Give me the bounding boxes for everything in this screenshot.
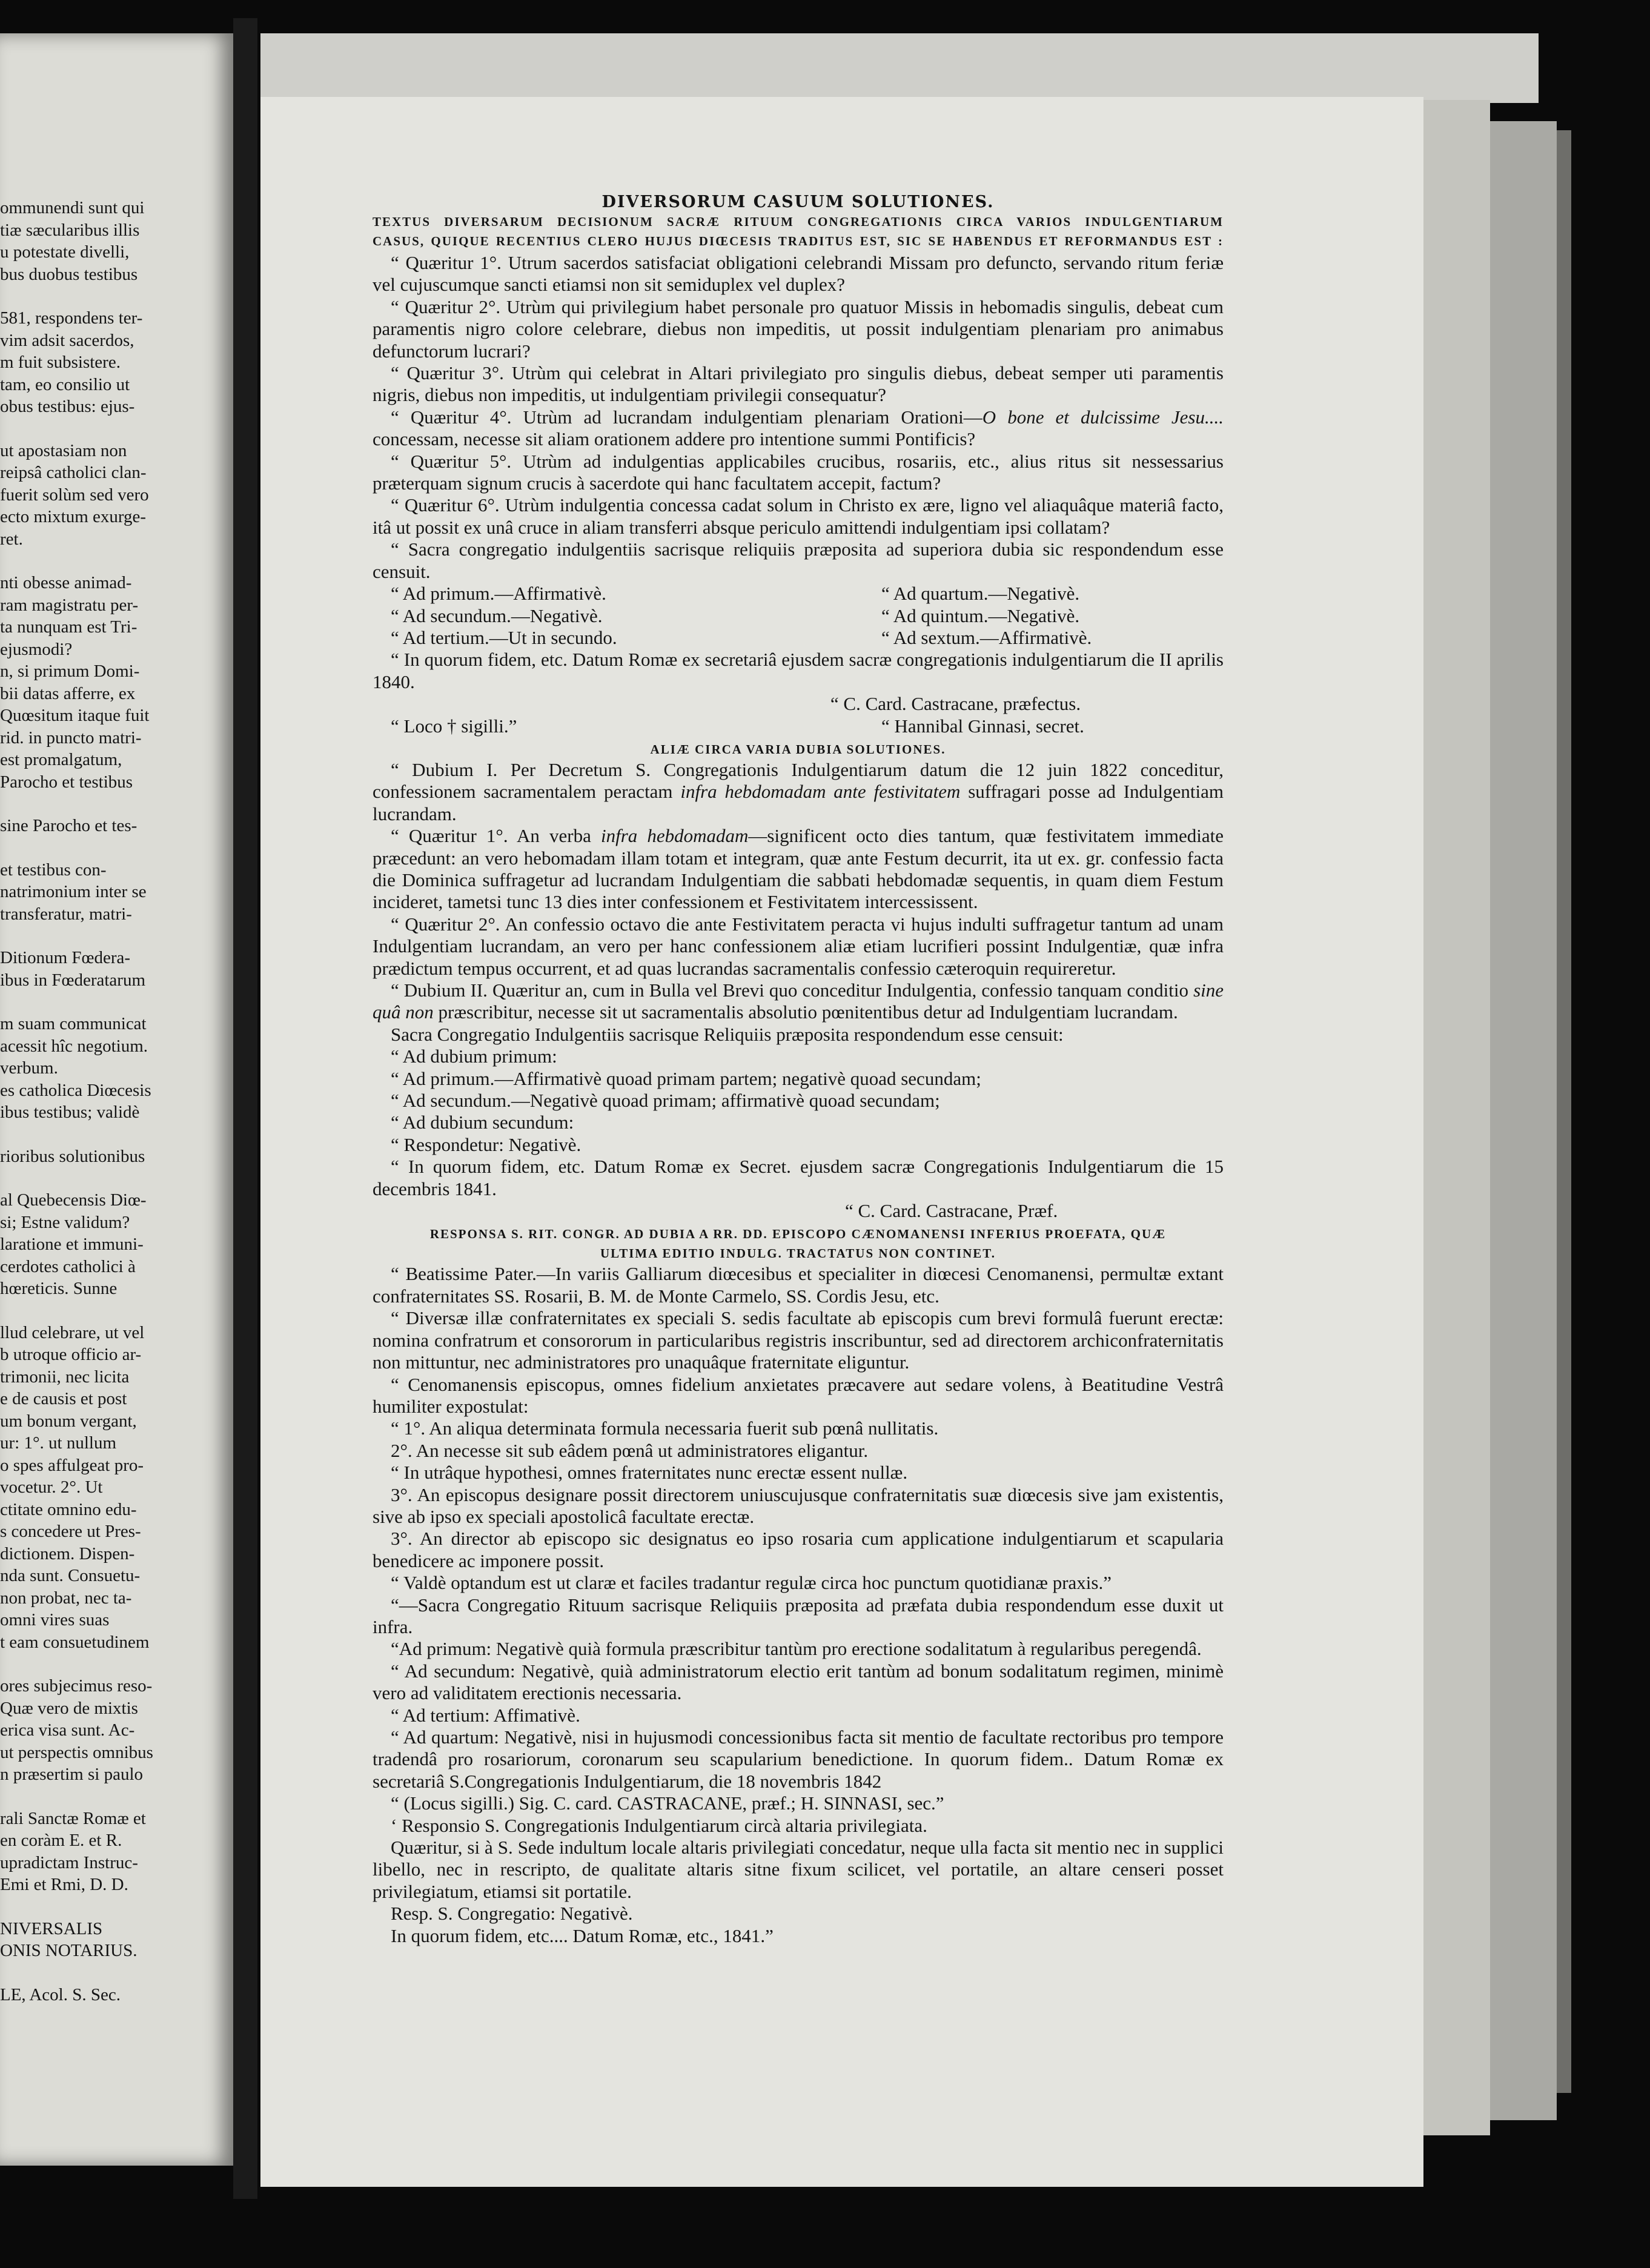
left-page-line — [0, 418, 233, 440]
paragraph: “ Beatissime Pater.—In variis Galliarum diœcesibus et specialiter in diœcesi Cenomanensi, permultæ extant confraternitates SS. Rosarii, B. M. de Monte Carmelo, SS. Cordis Jesu, etc. — [373, 1263, 1224, 1307]
paragraph: “ Quæritur 5°. Utrùm ad indulgentias applicabiles crucibus, rosariis, etc., alius ritus sit nessessarius præterquam signum crucis à sacerdote qui hanc facultatem accepit, factum? — [373, 450, 1224, 494]
left-page-line: ram magistratu per- — [0, 595, 139, 615]
paragraph: “—Sacra Congregatio Rituum sacrisque Reliquiis præposita ad præfata dubia respondendum esse duxit ut infra. — [373, 1594, 1224, 1637]
paragraph: “ In quorum fidem, etc. Datum Romæ ex secretariâ ejusdem sacræ congregationis indulgentiarum die II aprilis 1840. — [373, 649, 1224, 692]
left-page-line: transferatur, matri- — [0, 904, 132, 924]
left-page-line — [0, 1124, 233, 1146]
left-page-line: erica visa sunt. Ac- — [0, 1720, 135, 1740]
left-page-line: bii datas afferre, ex — [0, 683, 136, 703]
paragraph: “ Cenomanensis episcopus, omnes fidelium anxietates præcavere aut sedare volens, à Beatitudine Vestrâ humiliter expostulat: — [373, 1373, 1224, 1417]
left-page-line: est promalgatum, — [0, 750, 122, 769]
left-page-line: upradictam Instruc- — [0, 1852, 138, 1872]
left-page-line: ONIS NOTARIUS. — [0, 1941, 138, 1960]
left-page-line: s concedere ut Pres- — [0, 1522, 141, 1541]
signature: “ Hannibal Ginnasi, secret. — [881, 715, 1084, 737]
text-span: “ Quæritur 4°. Utrùm ad lucrandam indulgentiam plenariam Orationi— — [391, 406, 982, 428]
left-page-line: rid. in puncto matri- — [0, 728, 142, 748]
left-page-line: n præsertim si paulo — [0, 1765, 144, 1784]
paragraph: “ Quæritur 1°. Utrum sacerdos satisfaciat obligationi celebrandi Missam pro defuncto, servando ritum feriæ vel cujuscumque sancti etiamsi non sit semiduplex vel duplex? — [373, 252, 1224, 296]
section-heading: ALIÆ CIRCA VARIA DUBIA SOLUTIONES. — [650, 741, 946, 757]
left-page-line: laratione et immuni- — [0, 1235, 144, 1254]
left-page-line: t eam consuetudinem — [0, 1632, 150, 1652]
paragraph: 3°. An episcopus designare possit directorem uniuscujusque confraternitatis suæ diœcesis sive jam existentis, sive ab ipso ex speciali apostolicâ facultate erectæ. — [373, 1484, 1224, 1527]
left-page-line — [0, 837, 233, 859]
left-page-line: Parocho et testibus — [0, 772, 133, 792]
left-page-line: ctitate omnino edu- — [0, 1499, 137, 1519]
paragraph: “ Quæritur 2°. An confessio octavo die ante Festivitatem peracta vi hujus indulti suffragetur tantum ad unam Indulgentiam lucrandam, an vero per hanc confessionem aliæ etiam lucrifieri possint Indulgentiæ, quæ infra prædictum tempus occurrent, et ad quas lucrandas sacramentalis confessio cæteroquin requireretur. — [373, 913, 1224, 979]
answers-row — [373, 627, 1224, 649]
paragraph: “ Ad quartum: Negativè, nisi in hujusmodi concessionibus facta sit mentio de facultate rectoribus pro tempore tradendâ pro rosariorum, coronarum seu scapularium benedictione. In quorum fidem.. Datum Romæ ex secretariâ S.Congregationis Indulgentiarum, die 18 novembris 1842 — [373, 1726, 1224, 1792]
text-span: “ Dubium II. Quæritur an, cum in Bulla vel Brevi quo conceditur Indulgentia, confessio tanquam conditio — [391, 980, 1194, 1001]
seal-note: “ Loco † sigilli.” — [391, 715, 517, 737]
italic-span: infra hebdomadam — [600, 825, 749, 847]
left-page-line: 581, respondens ter- — [0, 308, 143, 328]
left-page-line: acessit hîc negotium. — [0, 1036, 148, 1056]
paragraph: “Ad primum: Negativè quià formula præscribitur tantùm pro erectione sodalitatum à regularibus peregendâ. — [391, 1638, 1202, 1660]
left-page-line: Ditionum Fœdera- — [0, 948, 131, 967]
answer: “ Ad primum.—Affirmativè. — [391, 583, 606, 605]
answer: “ Ad secundum.—Negativè quoad primam; affirmativè quoad secundam; — [391, 1090, 940, 1112]
left-page-line: nda sunt. Consuetu- — [0, 1566, 141, 1585]
left-page-line: tiæ sæcularibus illis — [0, 220, 140, 240]
left-page-line: e de causis et post — [0, 1389, 127, 1408]
left-page-line: cerdotes catholici à — [0, 1256, 136, 1276]
answer: “ Ad dubium secundum: — [391, 1112, 574, 1133]
left-page-line: tam, eo consilio ut — [0, 374, 130, 394]
book-gutter — [233, 18, 257, 2199]
left-page-line: omni vires suas — [0, 1610, 110, 1630]
main-page-content — [373, 193, 1224, 1947]
left-page-line: fuerit solùm sed vero — [0, 485, 149, 505]
left-page-line: trimonii, nec licita — [0, 1367, 130, 1387]
left-page-line: ibus in Fœderatarum — [0, 970, 146, 990]
left-page-line — [0, 991, 233, 1013]
left-page-line: ta nunquam est Tri- — [0, 617, 138, 637]
left-page-line: en coràm E. et R. — [0, 1831, 122, 1850]
left-page-line: natrimonium inter se — [0, 882, 147, 901]
page-edge — [1557, 130, 1571, 2093]
left-page-line — [0, 1300, 233, 1322]
left-page-line: o spes affulgeat pro- — [0, 1455, 144, 1475]
paragraph: “ Diversæ illæ confraternitates ex speciali S. sedis facultate ab episcopis cum brevi formulâ fuerunt erectæ: nomina confratrum et consororum in particularibus registris inscribuntur, sed ad directorem archiconfraternitatis non mittuntur, nec administratores pro unaquâque fraternitate eliguntur. — [373, 1307, 1224, 1373]
paragraph: “ Quæritur 2°. Utrùm qui privilegium habet personale pro quatuor Missis in hebomadis singulis, debeat cum paramentis nigro colore celebrare, diebus non impeditis, ut possit indulgentiam plenariam pro animabus defunctorum lucrari? — [373, 296, 1224, 362]
left-page-line: bus duobus testibus — [0, 264, 138, 284]
left-page-line: ret. — [0, 529, 23, 549]
left-page-line: b utroque officio ar- — [0, 1345, 142, 1364]
italic-span: sine quâ non — [373, 980, 1224, 1023]
signature: “ C. Card. Castracane, Præf. — [845, 1200, 1058, 1222]
left-page-line: non probat, nec ta- — [0, 1588, 132, 1608]
page-edge — [1417, 100, 1490, 2135]
left-page-line: um bonum vergant, — [0, 1411, 137, 1431]
answer: “ Respondetur: Negativè. — [391, 1133, 581, 1155]
answers-row — [373, 583, 1224, 605]
left-page-line: ut perspectis omnibus — [0, 1742, 153, 1762]
left-page-line: u potestate divelli, — [0, 242, 130, 262]
section-heading: TEXTUS DIVERSARUM DECISIONUM SACRÆ RITUUM CONGREGATIONIS CIRCA VARIOS INDULGENTIARUM — [373, 214, 1224, 229]
left-page-line: si; Estne validum? — [0, 1212, 130, 1232]
left-page-line — [0, 1167, 233, 1189]
paragraph: “ Ad tertium: Affimativè. — [391, 1704, 580, 1726]
paragraph: “ Quæritur 6°. Utrùm indulgentia concessa cadat solum in Christo ex ære, ligno vel aliaquâque materiâ facto, itâ ut possit ex unâ cruce in aliam transferri absque periculo amittendi indulgentiam ipsi collatam? — [373, 494, 1224, 538]
text-span: suffragari posse ad Indulgentiam lucrandam. — [373, 781, 1224, 824]
left-page-line: et testibus con- — [0, 860, 107, 880]
paragraph: “ Ad secundum: Negativè, quià administratorum electio erit tantùm ad bonum sodalitatum regimen, minimè vero ad validitatem erectionis necessaria. — [373, 1660, 1224, 1704]
left-page-line: n, si primum Domi- — [0, 662, 140, 681]
answers-row — [373, 605, 1224, 627]
left-page-line: sine Parocho et tes- — [0, 816, 138, 835]
answer: “ Ad quartum.—Negativè. — [881, 583, 1080, 605]
text-span: præscribitur, necesse sit ut sacramentalis absolutio pœnitentibus detur ad Indulgentiam lucrandam. — [433, 1001, 1178, 1023]
left-page-line: vim adsit sacerdos, — [0, 330, 134, 350]
left-page-line — [0, 1786, 233, 1808]
answer: “ Ad tertium.—Ut in secundo. — [391, 626, 617, 648]
paragraph — [373, 825, 1224, 913]
left-page-line: Emi et Rmi, D. D. — [0, 1875, 128, 1894]
page-title: DIVERSORUM CASUUM SOLUTIONES. — [601, 193, 995, 211]
left-page-line: NIVERSALIS — [0, 1918, 103, 1938]
italic-span: O bone et dulcissime Jesu.... — [982, 406, 1224, 428]
left-page-line: llud celebrare, ut vel — [0, 1322, 145, 1342]
answer: “ Ad primum.—Affirmativè quoad primam partem; negativè quoad secundam; — [391, 1067, 981, 1089]
left-page-line: ores subjecimus reso- — [0, 1676, 153, 1696]
text-span: “ Quæritur 1°. An verba — [391, 825, 601, 847]
paragraph: Resp. S. Congregatio: Negativè. — [391, 1903, 633, 1925]
left-page-line: ommunendi sunt qui — [0, 198, 145, 217]
left-page-line: m suam communicat — [0, 1014, 147, 1033]
answer: “ Ad dubium primum: — [391, 1046, 557, 1067]
answer: “ Ad sextum.—Affirmativè. — [881, 626, 1092, 648]
left-page-line: vocetur. 2°. Ut — [0, 1477, 103, 1497]
paragraph — [373, 406, 1224, 451]
paragraph: “ In quorum fidem, etc. Datum Romæ ex Secret. ejusdem sacræ Congregationis Indulgentiarum die 15 decembris 1841. — [373, 1156, 1224, 1199]
left-page-line: ibus testibus; validè — [0, 1102, 140, 1122]
text-span: concessam, necesse sit aliam orationem addere pro intentione summi Pontificis? — [373, 428, 976, 450]
paragraph: Quæritur, si à S. Sede indultum locale altaris privilegiati concedatur, neque ulla facta sit mentio nec in supplici libello, nec in rescripto, de qualitate altaris sitne fixum scilicet, vel portatile, an altare censeri posset privilegiatum, etiamsi sit portatile. — [373, 1837, 1224, 1902]
left-page-line: rali Sanctæ Romæ et — [0, 1808, 146, 1828]
answer: “ Ad quintum.—Negativè. — [881, 605, 1080, 626]
page-top-band — [260, 33, 1539, 103]
left-page-line — [0, 1653, 233, 1675]
left-page-line — [0, 925, 233, 947]
italic-span: infra hebdomadam ante festivitatem — [680, 781, 961, 803]
left-page-line: verbum. — [0, 1058, 58, 1078]
left-page-line: ur: 1°. ut nullum — [0, 1433, 117, 1453]
page-edge — [1490, 121, 1557, 2120]
left-page-line — [0, 1896, 233, 1918]
left-page-text — [0, 197, 233, 2006]
paragraph — [373, 980, 1224, 1024]
left-page-line: m fuit subsistere. — [0, 353, 121, 372]
left-page-line — [0, 550, 233, 572]
paragraph: “ Quæritur 3°. Utrùm qui celebrat in Altari privilegiato pro singulis diebus, debeat semper uti paramentis nigris, diebus non impeditis, ut indulgentiam privilegii consequatur? — [373, 362, 1224, 406]
left-page-line — [0, 1962, 233, 1984]
left-page-line: obus testibus: ejus- — [0, 397, 135, 416]
paragraph: “ 1°. An aliqua determinata formula necessaria fuerit sub pœnâ nullitatis. — [391, 1418, 939, 1439]
paragraph: “ Sacra congregatio indulgentiis sacrisque reliquiis præposita ad superiora dubia sic respondendum esse censuit. — [373, 539, 1224, 582]
left-page-line: es catholica Diœcesis — [0, 1080, 151, 1100]
left-page-line — [0, 793, 233, 815]
text-span: —significent octo dies tantum, quæ festivitatem immediate præcedunt: an vero hebomadam illam totam et integram, quæ ante Festum decurrit, ita ut ex. gr. confessio facta die Dominica suffragetur ad lucrandam Indulgentiam die sabbati hebdomadæ sequentis, in quam diem Festum incideret, tametsi tunc 13 dies inter confessionem et Festivitatem intercessissent. — [373, 825, 1224, 913]
signature: “ C. Card. Castracane, præfectus. — [830, 693, 1081, 715]
left-page-line: nti obesse animad- — [0, 573, 132, 592]
paragraph: “ In utrâque hypothesi, omnes fraternitates nunc erectæ essent nullæ. — [391, 1462, 908, 1484]
left-page-line: reipsâ catholici clan- — [0, 463, 147, 482]
left-page-line: rioribus solutionibus — [0, 1146, 145, 1166]
paragraph: In quorum fidem, etc.... Datum Romæ, etc., 1841.” — [391, 1925, 774, 1946]
section-heading: RESPONSA S. RIT. CONGR. AD DUBIA A RR. DD. EPISCOPO CÆNOMANENSI INFERIUS PROEFATA, QUÆ — [429, 1227, 1167, 1242]
left-page-line: ejusmodi? — [0, 639, 73, 659]
left-page-line: LE, Acol. S. Sec. — [0, 1984, 121, 2004]
paragraph: ‘ Responsio S. Congregationis Indulgentiarum circà altaria privilegiata. — [391, 1814, 927, 1836]
left-page-line: al Quebecensis Diœ- — [0, 1190, 147, 1210]
section-heading: ULTIMA EDITIO INDULG. TRACTATUS NON CONTINET. — [600, 1246, 996, 1261]
answer: “ Ad secundum.—Negativè. — [391, 605, 603, 626]
left-page-line: Quœsitum itaque fuit — [0, 706, 150, 725]
paragraph: “ Valdè optandum est ut claræ et faciles tradantur regulæ circa hoc punctum quotidianæ praxis.” — [391, 1572, 1112, 1594]
signature-row — [373, 715, 1224, 737]
left-page-line: ut apostasiam non — [0, 440, 127, 460]
left-page-line — [0, 285, 233, 307]
left-page-line: ecto mixtum exurge- — [0, 507, 147, 526]
section-heading: CASUS, QUIQUE RECENTIUS CLERO HUJUS DIŒCESIS TRADITUS EST, SIC SE HABENDUS ET REFORMANDUS EST : — [373, 234, 1224, 248]
left-facing-page — [0, 33, 233, 2166]
text-span: “ Dubium I. Per Decretum S. Congregationis Indulgentiarum datum die 12 juin 1822 conceditur, confessionem sacramentalem peractam — [373, 758, 1224, 803]
paragraph: 3°. An director ab episcopo sic designatus eo ipso rosaria cum applicatione indulgentiarum et scapularia benedicere ac imponere possit. — [373, 1528, 1224, 1571]
paragraph: Sacra Congregatio Indulgentiis sacrisque Reliquiis præposita respondendum esse censuit: — [391, 1023, 1064, 1045]
left-page-line: dictionem. Dispen- — [0, 1544, 135, 1563]
left-page-line: Quæ vero de mixtis — [0, 1698, 138, 1718]
paragraph — [373, 759, 1224, 825]
paragraph: “ (Locus sigilli.) Sig. C. card. CASTRACANE, præf.; H. SINNASI, sec.” — [391, 1792, 944, 1814]
left-page-line: hœreticis. Sunne — [0, 1279, 118, 1298]
paragraph: 2°. An necesse sit sub eâdem pœnâ ut administratores eligantur. — [391, 1439, 869, 1461]
